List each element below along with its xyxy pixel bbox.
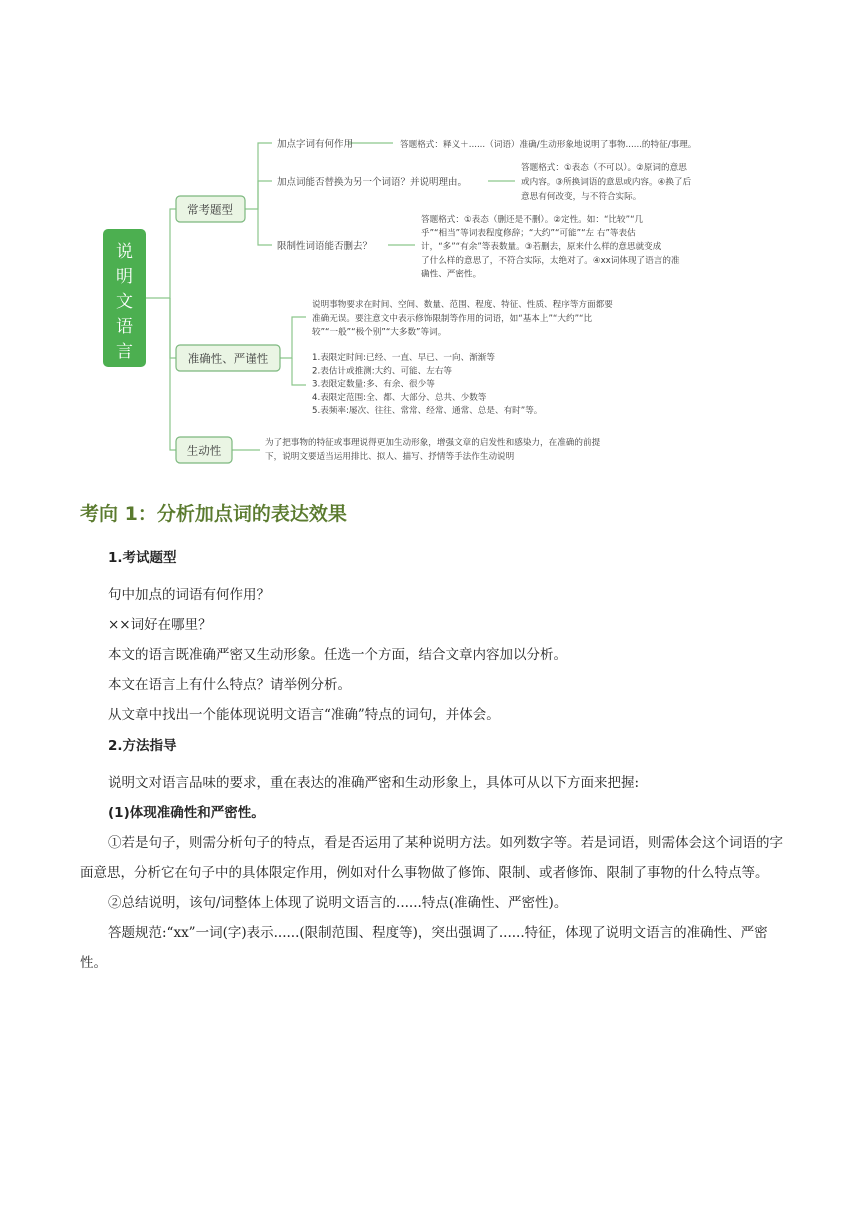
branch-label-vividness: 生动性: [186, 443, 222, 458]
question-item: 本文的语言既准确严密又生动形象。任选一个方面，结合文章内容加以分析。: [108, 647, 567, 663]
accuracy-line: 准确无误。要注意文中表示修饰限制等作用的词语，如“基本上”“大约”“比: [312, 313, 593, 324]
accuracy-word-list: [312, 351, 542, 416]
root-char: 语: [116, 317, 133, 337]
question-dot-word-effect: 加点字词有何作用: [277, 139, 354, 150]
mind-map-root-label: [116, 242, 133, 362]
answer-dot-word-effect: [400, 138, 696, 150]
question-item: 从文章中找出一个能体现说明文语言“准确”特点的词句，并体会。: [108, 707, 500, 723]
branch-label-common-questions: 常考题型: [187, 202, 233, 217]
accuracy-line: 较”“一般”“极个别”“大多数”等词。: [312, 327, 447, 338]
answer-line: 乎”“相当”等词表程度修辞；“大约”“可能”“左 右”等表估: [421, 228, 636, 239]
question-replace-word: 加点词能否替换为另一个词语？并说明理由。: [277, 177, 468, 188]
answer-replace-word: [521, 161, 692, 202]
accuracy-line: 说明事物要求在时间、空间、数量、范围、程度、特征、性质、程序等方面都要: [312, 300, 613, 310]
method-intro: 说明文对语言品味的要求，重在表达的准确严密和生动形象上，具体可从以下方面来把握:: [108, 775, 640, 791]
answer-line: 或内容。③所换词语的意思或内容。④换了后: [521, 177, 692, 188]
answer-line: 了什么样的意思了，不符合实际，太绝对了。④xx词体现了语言的准: [421, 255, 680, 266]
question-delete-word: 限制性词语能否删去？: [277, 241, 373, 252]
answer-line: 答题格式：释义＋......（词语）准确/生动形象地说明了事物......的特征/事理。: [400, 140, 697, 150]
answer-line: 答题格式：①表态（不可以）。②原词的意思: [521, 163, 687, 173]
root-char: 文: [116, 292, 133, 312]
accuracy-line: 5.表频率:屡次、往往、常常、经常、通常、总是、有时”等。: [312, 406, 543, 417]
accuracy-line: 3.表限定数量:多、有余、很少等: [312, 379, 435, 390]
subheading-method: 2.方法指导: [108, 738, 177, 754]
paragraph-step2: ②总结说明，该句/词整体上体现了说明文语言的......特点(准确性、严密性)。: [108, 895, 568, 911]
root-char: 说: [116, 242, 133, 262]
answer-line: 计，“多”“有余”等表数量。③若删去，原来什么样的意思就变成: [421, 242, 662, 253]
accuracy-line: 1.表限定时间:已经、一直、早已、一向、渐渐等: [312, 353, 495, 363]
root-char: 明: [116, 267, 133, 287]
question-item: 句中加点的词语有何作用？: [108, 587, 270, 603]
root-char: 言: [116, 342, 133, 362]
section-title: 考向 1：分析加点词的表达效果: [80, 503, 347, 525]
vividness-line: 下，说明文要适当运用排比、拟人、描写、抒情等手法作生动说明: [265, 452, 515, 462]
mind-map: [0, 0, 860, 480]
answer-line: 答题格式：①表态（删还是不删）。②定性。如：“比较”“几: [421, 215, 644, 225]
vividness-description: [265, 436, 601, 462]
answer-delete-word: [421, 213, 680, 279]
main-content: [80, 500, 785, 978]
paragraph-step1: ①若是句子，则需分析句子的特点，看是否运用了某种说明方法。如列数字等。若是词语，则需体会这个词语的字面意思，分析它在句子中的具体限定作用，例如对什么事物做了修饰、限制、或者修饰、限制了事物的什么特点等。: [80, 835, 783, 881]
branch-label-accuracy: 准确性、严谨性: [187, 351, 269, 366]
answer-line: 确性、严密性。: [421, 269, 482, 280]
question-item: ××词好在哪里？: [108, 617, 212, 633]
accuracy-description: [312, 298, 613, 338]
accuracy-line: 2.表估计或推测:大约、可能、左右等: [312, 366, 453, 377]
vividness-line: 为了把事物的特征或事理说得更加生动形象，增强文章的启发性和感染力，在准确的前提: [265, 438, 601, 448]
accuracy-line: 4.表限定范围:全、都、大部分、总共、少数等: [312, 392, 487, 403]
subheading-exam-types: 1.考试题型: [108, 550, 177, 566]
subheading-accuracy: (1)体现准确性和严密性。: [108, 805, 265, 821]
question-item: 本文在语言上有什么特点？请举例分析。: [108, 677, 351, 693]
mind-map-connectors: [146, 143, 515, 450]
answer-line: 意思有何改变，与不符合实际。: [521, 192, 642, 202]
paragraph-answer-format: 答题规范:“xx”一词(字)表示......(限制范围、程度等)，突出强调了......特征，体现了说明文语言的准确性、严密性。: [80, 925, 768, 971]
